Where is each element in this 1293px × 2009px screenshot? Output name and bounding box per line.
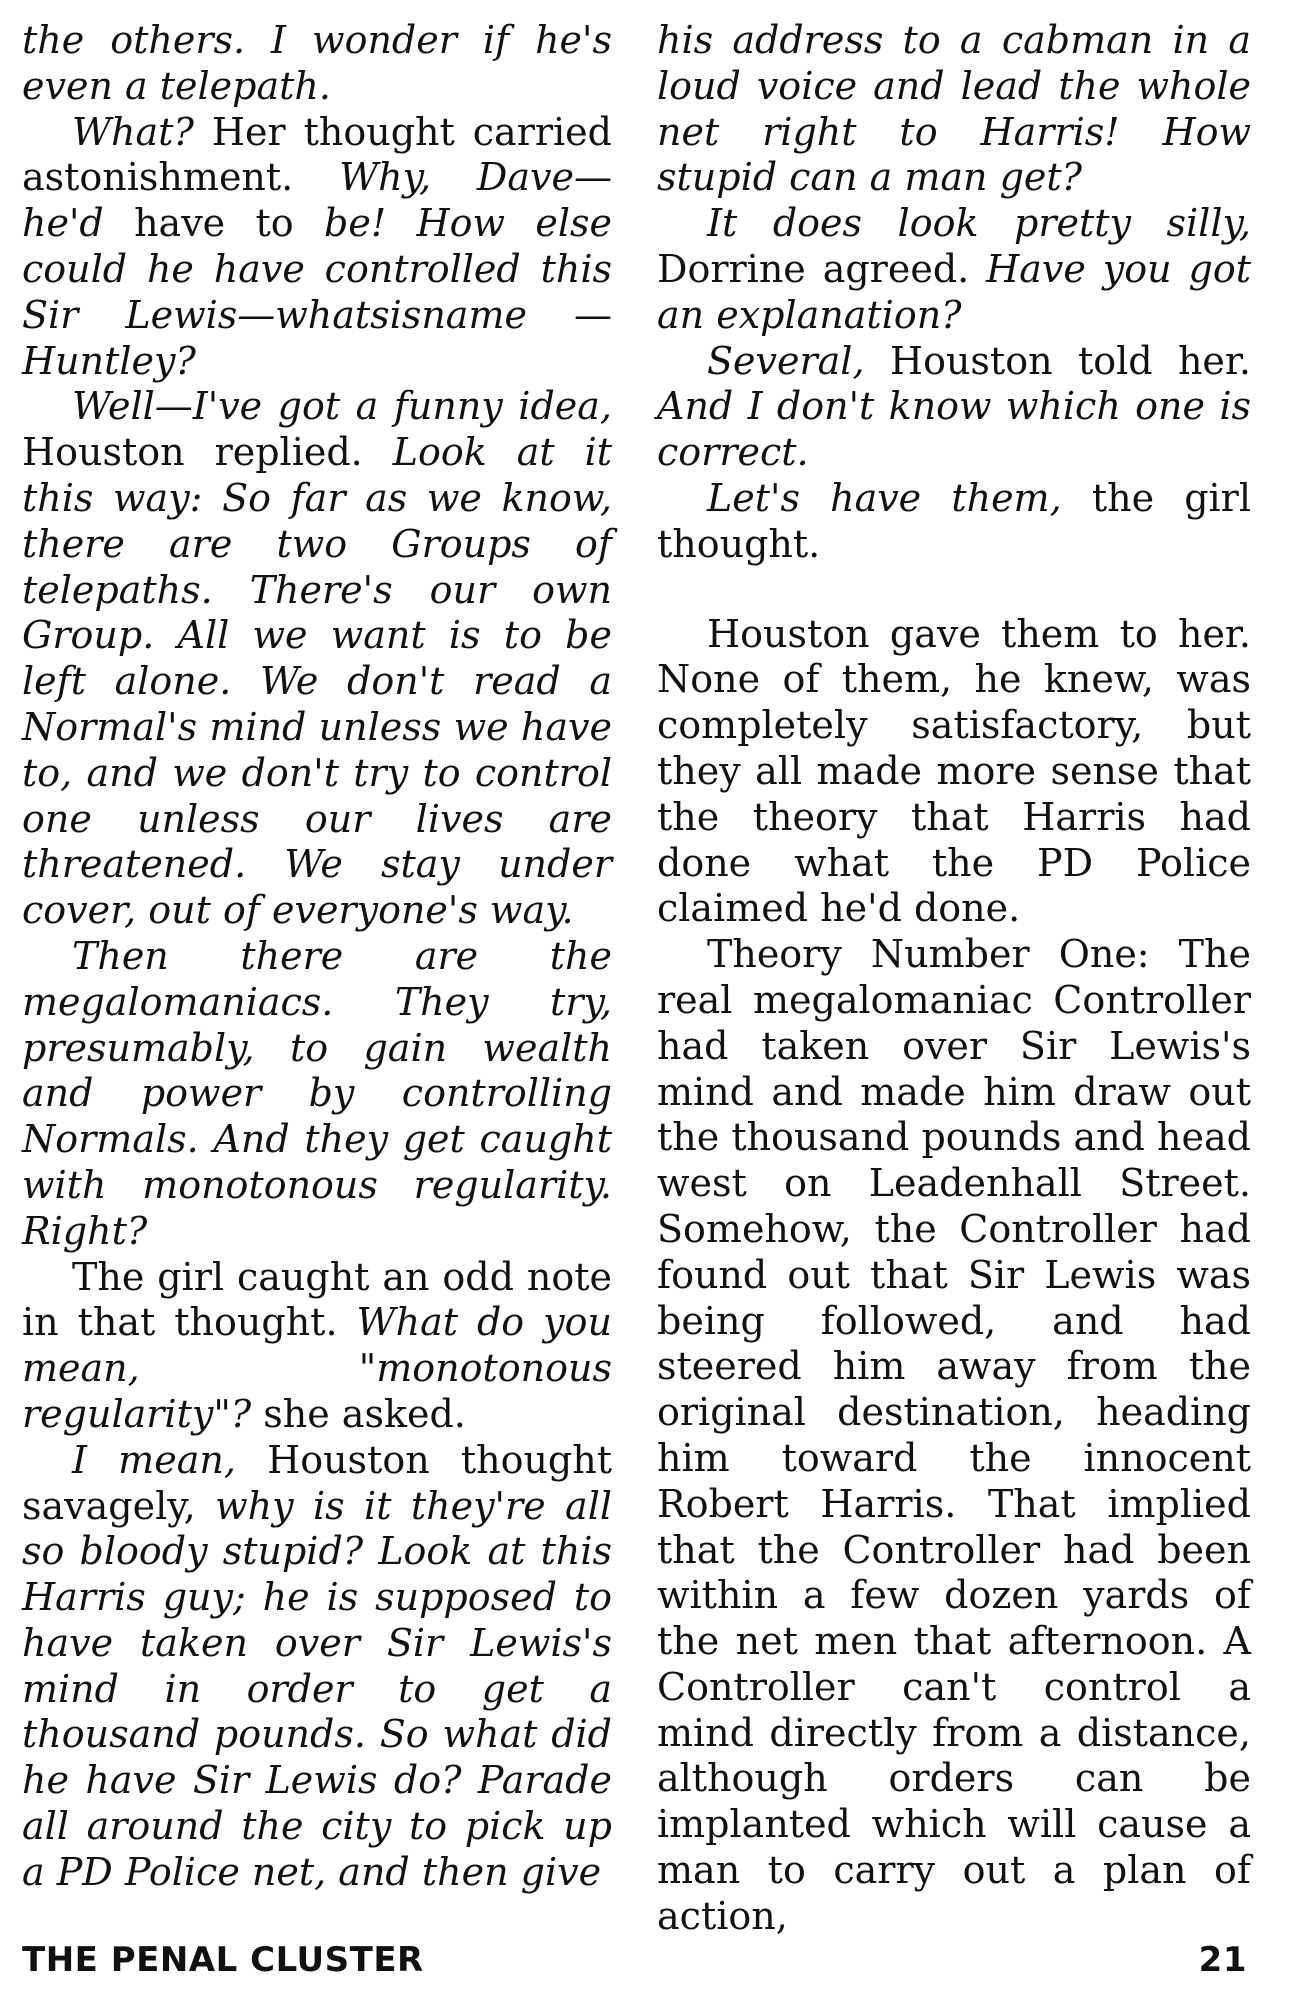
italic-thought: Then there are the megalomaniacs. They try, presumably, to gain wealth and power by controlling Normals. And they get caught with monotonous regularity. Right? — [22, 933, 612, 1253]
paragraph — [657, 932, 1251, 1940]
paragraph — [22, 934, 612, 1255]
italic-thought: Have you got an explanation? — [657, 246, 1251, 337]
italic-thought: Let's have them, — [707, 475, 1062, 520]
narration: she asked. — [251, 1391, 466, 1436]
italic-thought: And I don't know which one is correct. — [657, 384, 1251, 475]
narration: have to — [103, 201, 325, 246]
paragraph — [22, 1255, 612, 1438]
narration: Houston thought savagely, — [22, 1437, 612, 1528]
narration: Houston gave them to her. None of them, he knew, was completely satisfactory, but they all made more sense that the theory that Harris had done what the PD Police claimed he'd done. — [657, 611, 1251, 931]
paragraph — [22, 384, 612, 934]
paragraph — [22, 1438, 612, 1896]
narration: Houston replied. — [22, 430, 393, 475]
paragraph — [657, 339, 1251, 476]
paragraph — [657, 18, 1251, 201]
italic-thought: why is it they're all so bloody stupid? Look at this Harris guy; he is supposed to have taken over Sir Lewis's mind in order to get a thousand pounds. So what did he have Sir Lewis do? Parade all around the city to pick up a PD Police net, and then give — [22, 1483, 613, 1894]
italic-thought: It does look pretty silly, — [707, 201, 1251, 246]
italic-thought: What do you mean, "monotonous regularity"? — [22, 1300, 613, 1436]
paragraph — [657, 201, 1251, 338]
page-number: 21 — [1198, 1940, 1247, 1980]
left-column — [22, 18, 612, 1896]
italic-thought: Several, — [707, 338, 865, 383]
narration: The girl caught an odd note in that thought. — [22, 1254, 612, 1345]
paragraph — [657, 612, 1251, 933]
narration: Theory Number One: The real megalomaniac Controller had taken over Sir Lewis's mind and made him draw out the thousand pounds and head west on Leadenhall Street. Somehow, the Controller had found out that Sir Lewis was being followed, and had steered him away from the original destination, heading him toward the innocent Robert Harris. That implied that the Controller had been within a few dozen yards of the net men that afternoon. A Controller can't control a mind directly from a distance, although orders can be implanted which will cause a man to carry out a plan of action, — [657, 932, 1251, 1938]
italic-thought: his address to a cabman in a loud voice and lead the whole net right to Harris! How stupid can a man get? — [657, 18, 1251, 200]
italic-thought: I mean, — [72, 1437, 236, 1482]
right-column — [657, 18, 1251, 1940]
paragraph — [22, 18, 612, 110]
narration: Dorrine agreed. — [657, 246, 987, 291]
italic-thought: What? — [72, 109, 194, 154]
paragraph — [22, 110, 612, 385]
narration: Her thought carried astonishment. — [22, 109, 612, 200]
italic-thought: the others. I wonder if he's even a telepath. — [22, 18, 612, 108]
italic-thought: Well—I've got a funny idea, — [72, 384, 612, 429]
italic-thought: Look at it this way: So far as we know, there are two Groups of telepaths. There's our own Group. All we want is to be left alone. We don't read a Normal's mind unless we have to, and we don't try to control one unless our lives are threatened. We stay under cover, out of everyone's way. — [22, 430, 613, 933]
italic-thought: be! How else could he have controlled this Sir Lewis—whatsisname —Huntley? — [22, 201, 612, 383]
running-title: THE PENAL CLUSTER — [22, 1940, 424, 1980]
italic-thought: Why, Dave—he'd — [22, 155, 612, 246]
narration: the girl thought. — [657, 475, 1251, 566]
paragraph — [657, 476, 1251, 568]
narration: Houston told her. — [864, 338, 1251, 383]
